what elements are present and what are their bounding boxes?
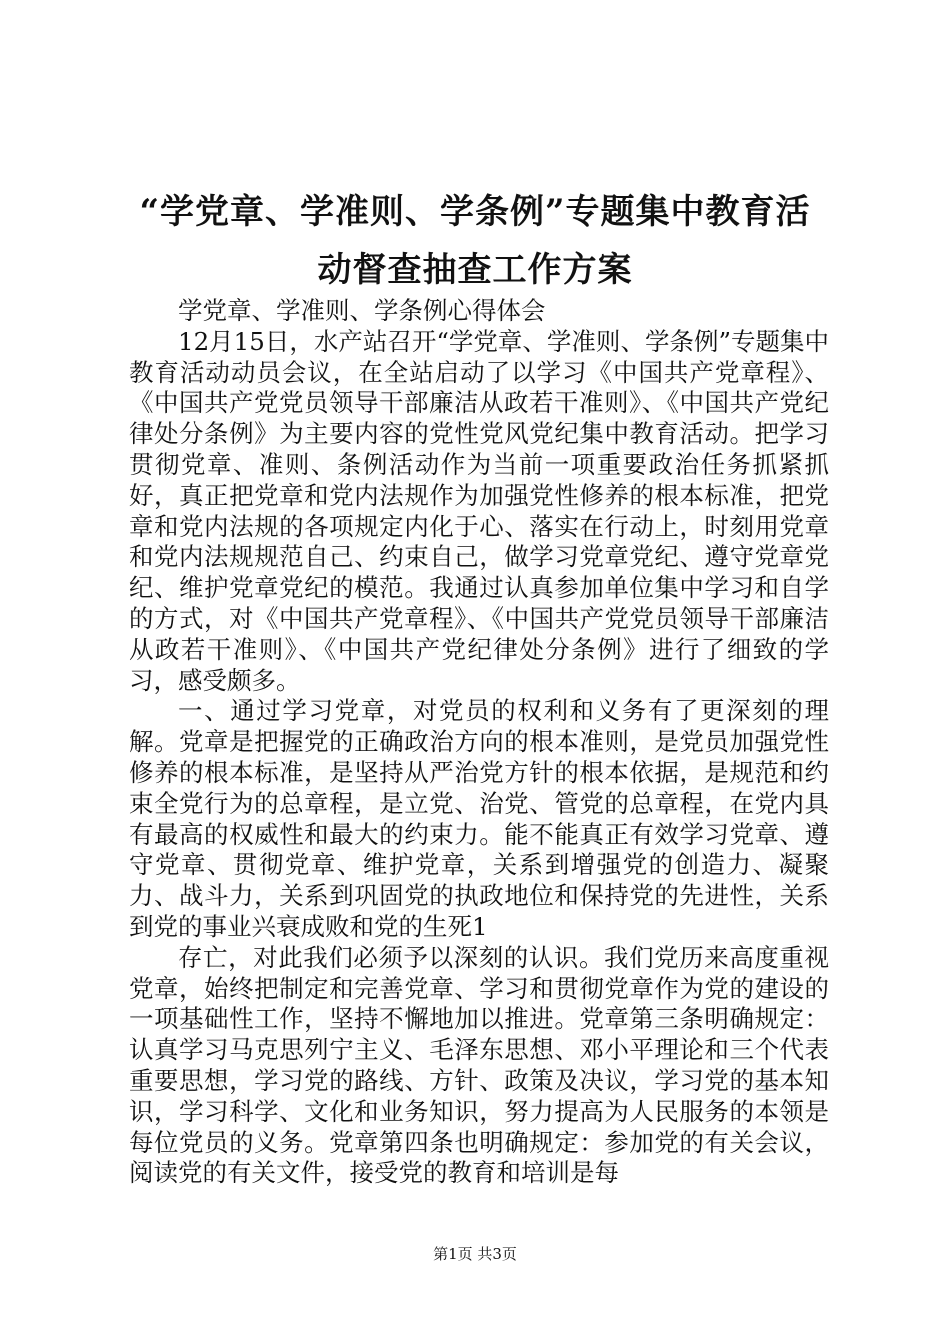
body-paragraph-subtitle: 学党章、学准则、学条例心得体会 <box>178 296 546 325</box>
body-paragraph: 存亡，对此我们必须予以深刻的认识。我们党历来高度重视党章，始终把制定和完善党章、学习和贯彻党章作为党的建设的一项基础性工作，坚持不懈地加以推进。党章第三条明确规定：认真学习马克思列宁主义、毛泽东思想、邓小平理论和三个代表重要思想，学习党的路线、方针、政策及决议，学习党的基本知识，学习科学、文化和业务知识，努力提高为人民服务的本领是每位党员的义务。党章第四条也明确规定：参加党的有关会议，阅读党的有关文件，接受党的教育和培训是每 <box>129 942 829 1188</box>
body-paragraph: 12月15日，水产站召开“学党章、学准则、学条例”专题集中教育活动动员会议，在全站启动了以学习《中国共产党章程》、《中国共产党党员领导干部廉洁从政若干准则》、《中国共产党纪律处分条例》为主要内容的党性党风党纪集中教育活动。把学习贯彻党章、准则、条例活动作为当前一项重要政治任务抓紧抓好，真正把党章和党内法规作为加强党性修养的根本标准，把党章和党内法规的各项规定内化于心、落实在行动上，时刻用党章和党内法规规范自己、约束自己，做学习党章党纪、遵守党章党纪、维护党章党纪的模范。我通过认真参加单位集中学习和自学的方式，对《中国共产党章程》、《中国共产党党员领导干部廉洁从政若干准则》、《中国共产党纪律处分条例》进行了细致的学习，感受颇多。 <box>129 326 829 695</box>
body-paragraph: 一、通过学习党章，对党员的权利和义务有了更深刻的理解。党章是把握党的正确政治方向的根本准则，是党员加强党性修养的根本标准，是坚持从严治党方针的根本依据，是规范和约束全党行为的总章程，是立党、治党、管党的总章程，在党内具有最高的权威性和最大的约束力。能不能真正有效学习党章、遵守党章、贯彻党章、维护党章，关系到增强党的创造力、凝聚力、战斗力，关系到巩固党的执政地位和保持党的先进性，关系到党的事业兴衰成败和党的生死1 <box>129 696 829 941</box>
document-title-line-2: 动督查抽查工作方案 <box>317 250 633 290</box>
document-body <box>129 296 829 1189</box>
document-title-line-1: “学党章、学准则、学条例”专题集中教育活 <box>139 192 811 232</box>
page-footer: 第1页 共3页 <box>433 1245 517 1263</box>
